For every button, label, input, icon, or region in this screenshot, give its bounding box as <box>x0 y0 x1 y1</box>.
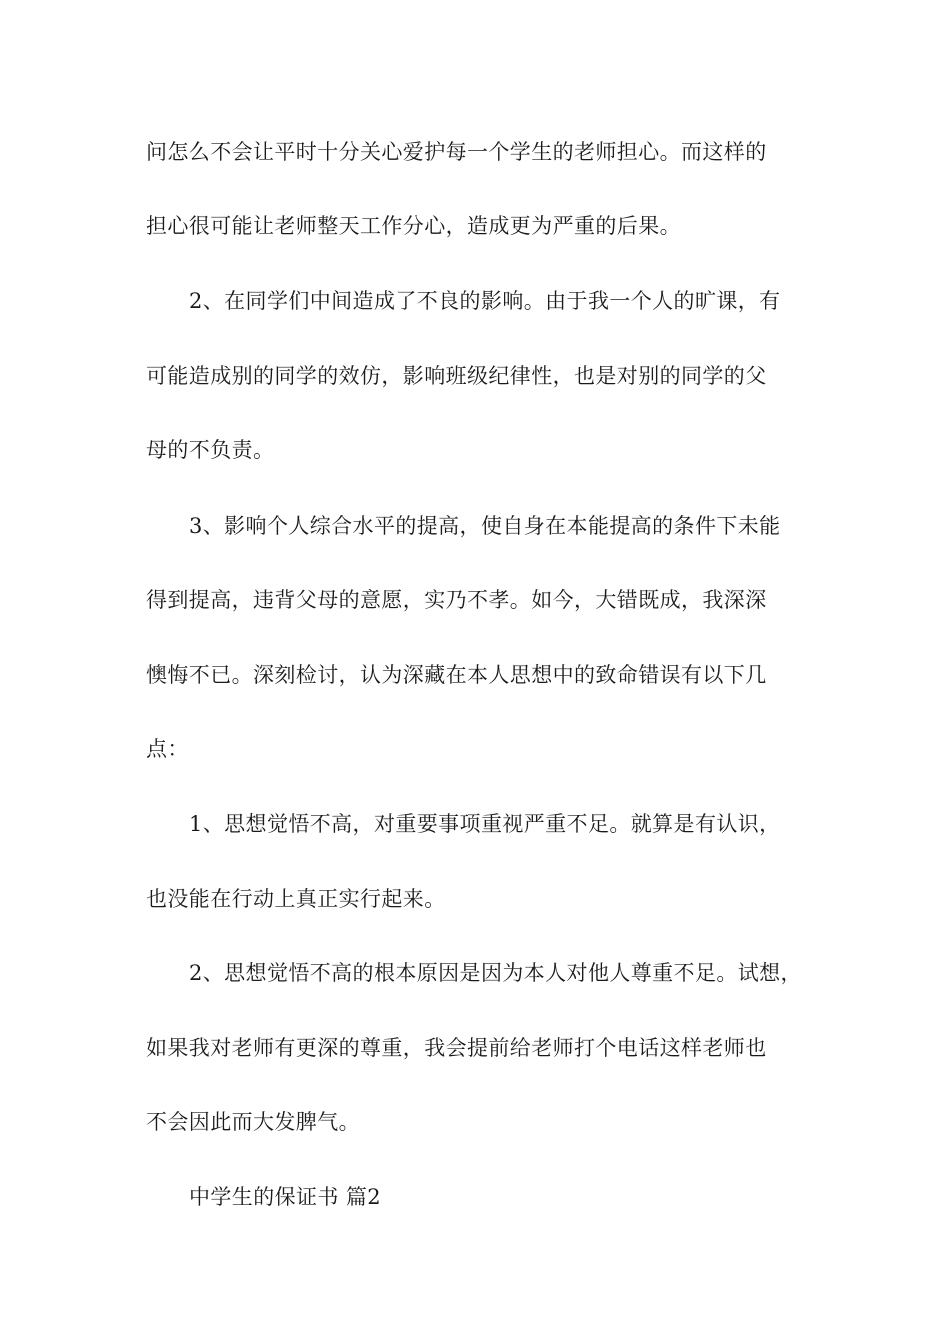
text-line-8: 懊悔不已。深刻检讨，认为深藏在本人思想中的致命错误有以下几 <box>146 663 767 687</box>
text-line-10: 1、思想觉悟不高，对重要事项重视严重不足。就算是有认识， <box>189 812 781 836</box>
text-line-1: 问怎么不会让平时十分关心爱护每一个学生的老师担心。而这样的 <box>146 140 767 164</box>
text-line-14: 不会因此而大发脾气。 <box>146 1110 360 1134</box>
text-line-7: 得到提高，违背父母的意愿，实乃不孝。如今，大错既成，我深深 <box>146 588 767 612</box>
text-line-3: 2、在同学们中间造成了不良的影响。由于我一个人的旷课，有 <box>189 289 781 313</box>
text-line-12: 2、思想觉悟不高的根本原因是因为本人对他人尊重不足。试想， <box>189 961 802 985</box>
text-line-9: 点： <box>146 737 189 761</box>
text-line-5: 母的不负责。 <box>146 438 275 462</box>
text-line-6: 3、影响个人综合水平的提高，使自身在本能提高的条件下未能 <box>189 514 781 538</box>
text-line-4: 可能造成别的同学的效仿，影响班级纪律性，也是对别的同学的父 <box>146 364 767 388</box>
text-line-11: 也没能在行动上真正实行起来。 <box>146 887 446 911</box>
text-line-2: 担心很可能让老师整天工作分心，造成更为严重的后果。 <box>146 214 681 238</box>
text-line-13: 如果我对老师有更深的尊重，我会提前给老师打个电话这样老师也 <box>146 1036 767 1060</box>
section-heading: 中学生的保证书 篇2 <box>189 1185 382 1209</box>
